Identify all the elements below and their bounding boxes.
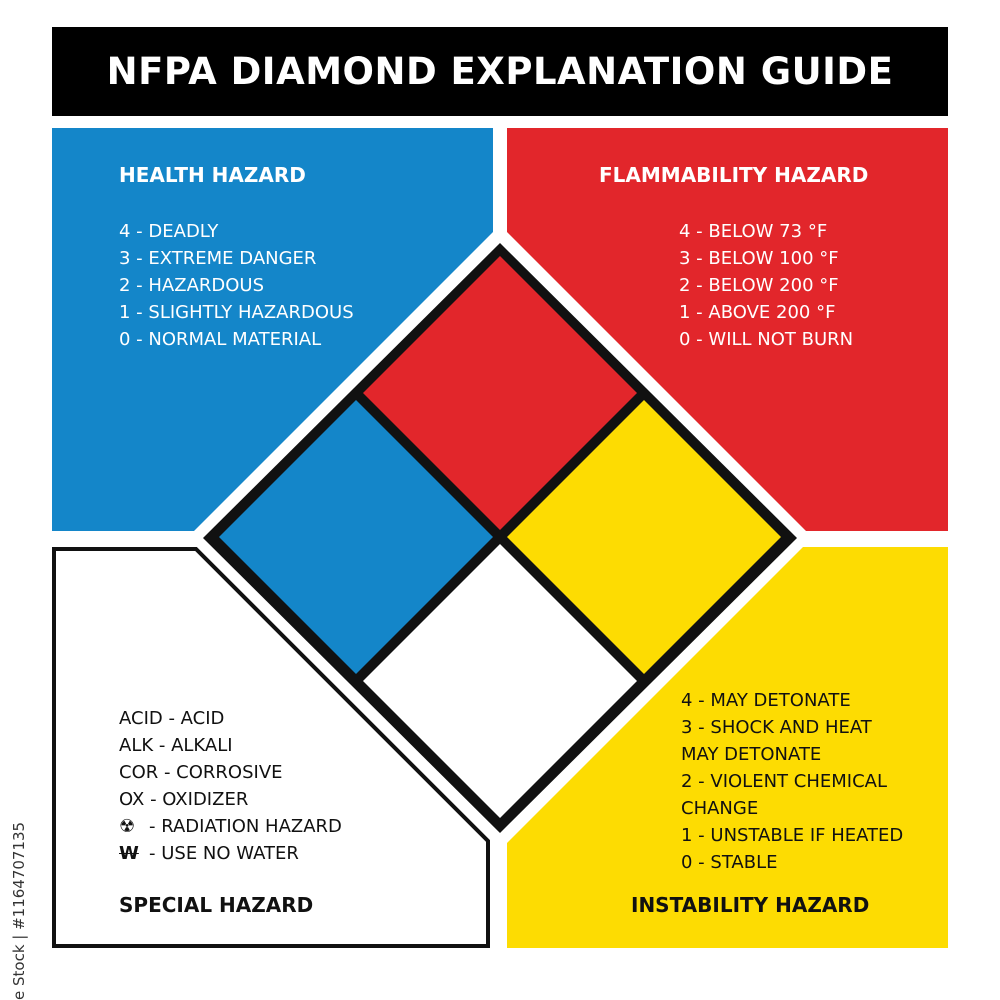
list-item: 3 - BELOW 100 °F xyxy=(679,248,839,269)
list-item: 3 - SHOCK AND HEAT xyxy=(681,717,872,738)
list-item: 1 - SLIGHTLY HAZARDOUS xyxy=(119,302,354,323)
list-item: 1 - ABOVE 200 °F xyxy=(679,302,836,323)
stock-id-text: e Stock | #1164707135 xyxy=(10,821,28,1000)
list-item: W - USE NO WATER xyxy=(119,840,342,867)
list-item: ☢ - RADIATION HAZARD xyxy=(119,813,342,840)
list-item: 0 - STABLE xyxy=(681,852,778,873)
list-item: 0 - NORMAL MATERIAL xyxy=(119,329,322,350)
list-item: 2 - BELOW 200 °F xyxy=(679,275,839,296)
special-list xyxy=(119,705,342,867)
list-item: COR - CORROSIVE xyxy=(119,762,283,783)
list-item: 4 - BELOW 73 °F xyxy=(679,221,828,242)
list-item: CHANGE xyxy=(681,798,759,819)
list-item: 1 - UNSTABLE IF HEATED xyxy=(681,825,904,846)
radiation-icon: ☢ xyxy=(119,816,136,837)
list-item: 4 - DEADLY xyxy=(119,221,219,242)
list-item: OX - OXIDIZER xyxy=(119,789,249,810)
special-heading: SPECIAL HAZARD xyxy=(119,893,314,917)
list-item: 4 - MAY DETONATE xyxy=(681,690,851,711)
flammability-list xyxy=(679,218,853,353)
list-item: ALK - ALKALI xyxy=(119,735,233,756)
flammability-heading: FLAMMABILITY HAZARD xyxy=(599,163,869,187)
list-item: 2 - HAZARDOUS xyxy=(119,275,265,296)
list-item: MAY DETONATE xyxy=(681,744,822,765)
list-item: ACID - ACID xyxy=(119,708,225,729)
list-item: 0 - WILL NOT BURN xyxy=(679,329,854,350)
health-heading: HEALTH HAZARD xyxy=(119,163,306,187)
health-list xyxy=(119,218,354,353)
list-item: 3 - EXTREME DANGER xyxy=(119,248,317,269)
instability-heading: INSTABILITY HAZARD xyxy=(631,893,870,917)
instability-list xyxy=(681,687,903,876)
list-item: 2 - VIOLENT CHEMICAL xyxy=(681,771,887,792)
page-title: NFPA DIAMOND EXPLANATION GUIDE xyxy=(52,27,948,116)
no-water-icon: W xyxy=(119,843,139,864)
